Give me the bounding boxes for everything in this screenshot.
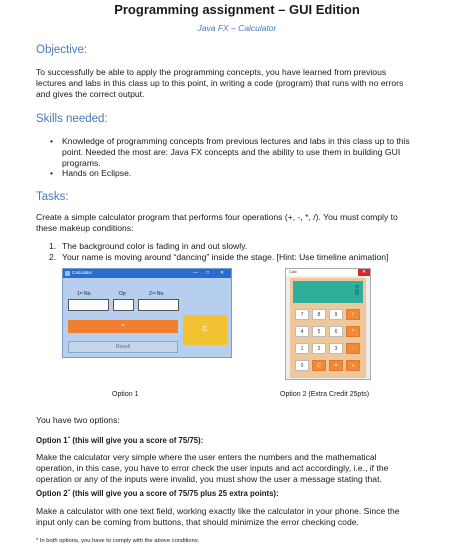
key-add[interactable]: + (346, 360, 360, 371)
key-multiply[interactable]: * (346, 326, 360, 337)
tasks-conditions (36, 241, 456, 263)
close-icon[interactable]: ✕ (358, 269, 370, 276)
first-number-input[interactable] (68, 299, 109, 311)
objective-line: lectures and labs in this class up to this point, in writing a code (program) that runs with no errors (36, 77, 404, 88)
objective-text (36, 67, 456, 99)
key-9[interactable]: 9 (329, 309, 343, 320)
key-4[interactable]: 4 (295, 326, 309, 337)
key-equals[interactable]: = (329, 360, 343, 371)
key-8[interactable]: 8 (312, 309, 326, 320)
close-icon[interactable]: ✕ (220, 270, 225, 276)
key-6[interactable]: 6 (329, 326, 343, 337)
key-7[interactable]: 7 (295, 309, 309, 320)
maximize-icon[interactable]: □ (206, 270, 210, 276)
option2-calculator-window (285, 268, 371, 380)
objective-heading: Objective: (36, 44, 88, 56)
key-clear[interactable]: C (312, 360, 326, 371)
operation-input[interactable] (113, 299, 134, 311)
tasks-intro-line: these makeup conditions: (36, 222, 134, 233)
key-2[interactable]: 2 (312, 343, 326, 354)
option1-line: Make the calculator very simple where the user enters the numbers and the mathematical (36, 452, 377, 462)
skills-item-line: Hands on Eclipse. (62, 168, 132, 179)
skills-item-line: Knowledge of programming concepts from previous lectures and labs in this class up to this (62, 136, 410, 146)
key-subtract[interactable]: - (346, 343, 360, 354)
option1-calculator-window (62, 268, 232, 358)
option2-text (36, 506, 461, 528)
tasks-intro (36, 212, 456, 234)
condition-text: The background color is fading in and out slowly. (62, 241, 248, 251)
option2-heading: Option 2ˇ (this will give you a score of 75/75 plus 25 extra points): (36, 489, 279, 498)
display-field (293, 281, 363, 303)
condition-text: Your name is moving around “dancing” inside the stage. [Hint: Use timeline animation] (62, 251, 389, 262)
key-3[interactable]: 3 (329, 343, 343, 354)
second-number-label: 2ⁿᵈ No. (149, 291, 165, 297)
calculator-body (290, 278, 366, 378)
option1-caption: Option 1 (112, 391, 139, 398)
page-subtitle: Java FX – Calculator (197, 23, 277, 33)
skills-list (36, 136, 456, 179)
skills-heading: Skills needed: (36, 113, 108, 125)
skills-item (36, 168, 456, 179)
app-icon (65, 271, 70, 276)
objective-line: To successfully be able to apply the programming concepts, you have learned from previous (36, 67, 387, 77)
result-field: Result (68, 341, 178, 353)
option1-heading: Option 1ˇ (this will give you a score of 75/75): (36, 436, 204, 445)
minimize-icon[interactable]: — (193, 270, 198, 276)
operation-label: Op (119, 291, 126, 297)
clear-button[interactable]: C (183, 315, 227, 345)
window-title: Calculator (72, 270, 93, 275)
skills-item-line: programs. (62, 157, 101, 168)
condition-item (36, 241, 456, 252)
objective-line: and gives the correct output. (36, 88, 145, 99)
skills-item-line: point. Needed the most are: Java FX concepts and the ability to use them in building GUI (62, 146, 401, 157)
option2-line: Make a calculator with one text field, working exactly like the calculator in your phone. Since the (36, 506, 400, 516)
key-divide[interactable]: / (346, 309, 360, 320)
option2-line: input only can be coming from buttons, that should minimize the error checking code. (36, 516, 359, 527)
option2-caption: Option 2 (Extra Credit 25pts) (280, 391, 370, 398)
condition-number: 1. (49, 241, 57, 251)
option1-line: operation or any of the inputs were invalid, you must show the user a message stating that. (36, 473, 382, 484)
equals-button[interactable]: = (68, 320, 178, 333)
option1-line: operation, in this case, you have to error check the user inputs and act accordingly, i.e., if the (36, 462, 389, 473)
condition-item (36, 252, 456, 263)
condition-number: 2. (49, 251, 57, 262)
bullet-icon: • (50, 136, 54, 146)
page-title: Programming assignment – GUI Edition (114, 2, 360, 17)
window-title: Calc (289, 269, 298, 274)
tasks-heading: Tasks: (36, 191, 69, 203)
key-1[interactable]: 1 (295, 343, 309, 354)
options-intro: You have two options: (36, 415, 120, 425)
tasks-intro-line: Create a simple calculator program that performs four operations (+, -, *, /). You must comply to (36, 212, 398, 222)
key-0[interactable]: 0 (295, 360, 309, 371)
key-5[interactable]: 5 (312, 326, 326, 337)
option1-text (36, 452, 461, 484)
first-number-label: 1ˢᵗ No. (77, 291, 92, 297)
bullet-icon: • (50, 168, 54, 179)
second-number-input[interactable] (138, 299, 179, 311)
footnote: * In both options, you have to comply with the above conditions. (36, 538, 200, 544)
skills-item (36, 136, 456, 168)
display-value: 0.00 (353, 285, 359, 295)
